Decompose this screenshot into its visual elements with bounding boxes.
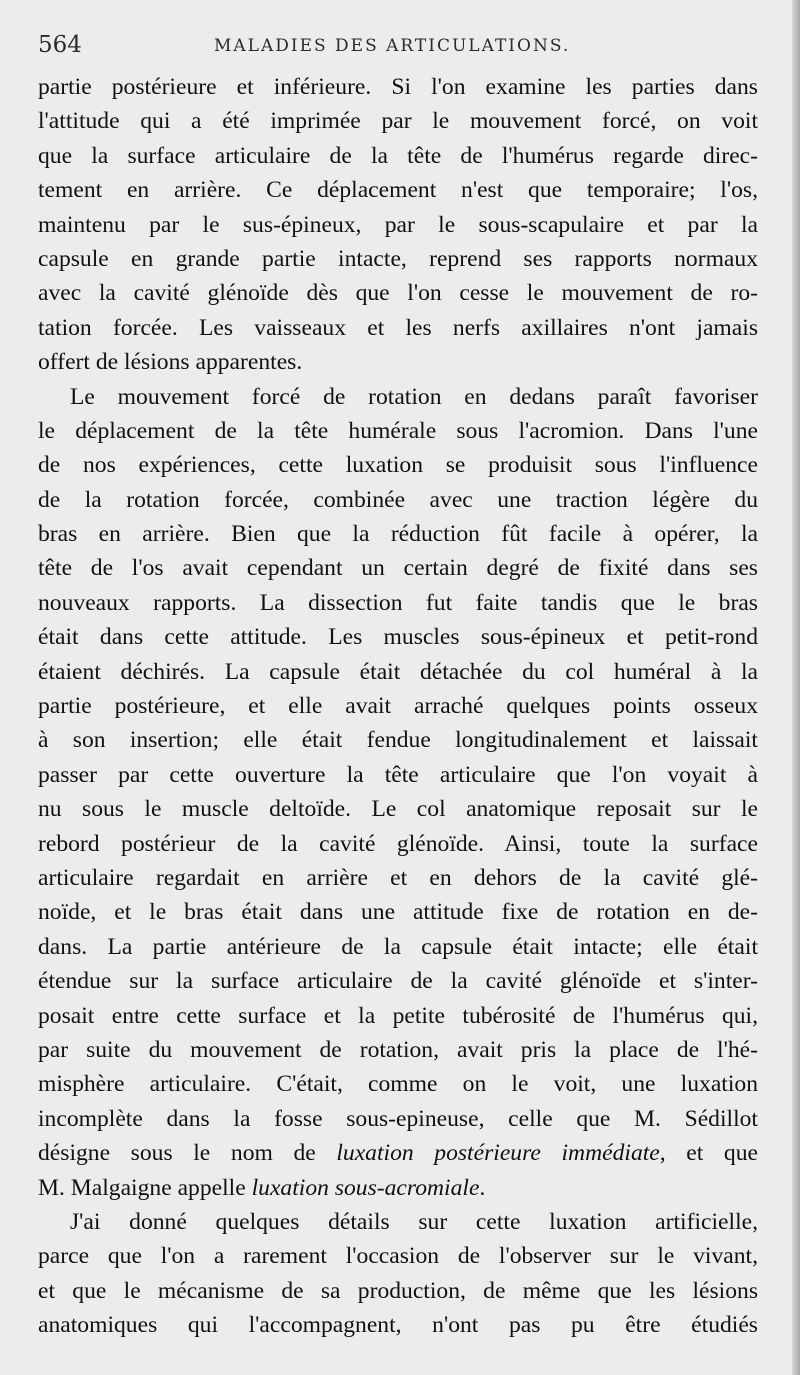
text-line: partie postérieure, et elle avait arraché quelques points osseux xyxy=(38,693,758,720)
line-text: M. Malgaigne appelle xyxy=(38,1174,252,1201)
text-line-with-italic xyxy=(38,1136,758,1170)
text-line: étendue sur la surface articulaire de la cavité glénoïde et s'inter- xyxy=(38,968,758,995)
line-text: , et que xyxy=(659,1140,758,1167)
text-line: articulaire regardait en arrière et en dehors de la cavité glé- xyxy=(38,864,758,891)
text-line: incomplète dans la fosse sous-epineuse, celle que M. Sédillot xyxy=(38,1105,758,1132)
text-line-with-italic xyxy=(38,1171,758,1205)
text-line: anatomiques qui l'accompagnent, n'ont pas pu être étudiés xyxy=(38,1312,758,1339)
text-line: le déplacement de la tête humérale sous l'acromion. Dans l'une xyxy=(38,417,758,444)
text-line: misphère articulaire. C'était, comme on le voit, une luxation xyxy=(38,1071,758,1098)
text-line: et que le mécanisme de sa production, de même que les lésions xyxy=(38,1277,758,1304)
text-line: partie postérieure et inférieure. Si l'on examine les parties dans xyxy=(38,74,758,100)
page-header xyxy=(38,28,778,68)
text-line: rebord postérieur de la cavité glénoïde. Ainsi, toute la surface xyxy=(38,830,758,857)
line-text: désigne sous le nom de xyxy=(38,1140,337,1167)
text-line: par suite du mouvement de rotation, avait pris la place de l'hé- xyxy=(38,1036,758,1063)
text-line: capsule en grande partie intacte, reprend ses rapports normaux xyxy=(38,245,758,272)
text-line: passer par cette ouverture la tête articulaire que l'on voyait à xyxy=(38,761,758,788)
text-line: l'attitude qui a été imprimée par le mouvement forcé, on voit xyxy=(38,108,758,135)
text-line: posait entre cette surface et la petite tubérosité de l'humérus qui, xyxy=(38,1002,758,1029)
text-line: tation forcée. Les vaisseaux et les nerfs axillaires n'ont jamais xyxy=(38,314,758,341)
body-text xyxy=(38,70,758,1342)
line-text: . xyxy=(479,1174,486,1201)
text-line: nu sous le muscle deltoïde. Le col anatomique reposait sur le xyxy=(38,796,758,823)
paragraph-start-line: Le mouvement forcé de rotation en dedans paraît favoriser xyxy=(70,383,758,410)
text-line: bras en arrière. Bien que la réduction fût facile à opérer, la xyxy=(38,521,758,548)
text-line: que la surface articulaire de la tête de l'humérus regarde direc- xyxy=(38,142,758,169)
page-edge xyxy=(792,0,800,1375)
text-line: étaient déchirés. La capsule était détachée du col huméral à la xyxy=(38,658,758,685)
text-line: à son insertion; elle était fendue longitudinalement et laissait xyxy=(38,727,758,754)
text-line: nouveaux rapports. La dissection fut faite tandis que le bras xyxy=(38,589,758,616)
text-line: maintenu par le sus-épineux, par le sous-scapulaire et par la xyxy=(38,211,758,238)
text-line: avec la cavité glénoïde dès que l'on cesse le mouvement de ro- xyxy=(38,280,758,307)
text-line: de nos expériences, cette luxation se produisit sous l'influence xyxy=(38,452,758,479)
text-line: noïde, et le bras était dans une attitude fixe de rotation en de- xyxy=(38,899,758,926)
text-line: tête de l'os avait cependant un certain degré de fixité dans ses xyxy=(38,555,758,582)
running-head: MALADIES DES ARTICULATIONS. xyxy=(214,36,571,56)
text-line: était dans cette attitude. Les muscles sous-épineux et petit-rond xyxy=(38,624,758,651)
text-line: parce que l'on a rarement l'occasion de l'observer sur le vivant, xyxy=(38,1243,758,1270)
text-line: tement en arrière. Ce déplacement n'est que temporaire; l'os, xyxy=(38,177,758,204)
italic-term: luxation postérieure immédiate xyxy=(336,1140,660,1167)
text-line: offert de lésions apparentes. xyxy=(38,349,303,376)
page-number: 564 xyxy=(38,32,82,58)
italic-term: luxation sous-acromiale xyxy=(251,1174,480,1201)
text-line: dans. La partie antérieure de la capsule était intacte; elle était xyxy=(38,933,758,960)
paragraph-start-line: J'ai donné quelques détails sur cette luxation artificielle, xyxy=(70,1208,758,1235)
text-line: de la rotation forcée, combinée avec une traction légère du xyxy=(38,486,758,513)
